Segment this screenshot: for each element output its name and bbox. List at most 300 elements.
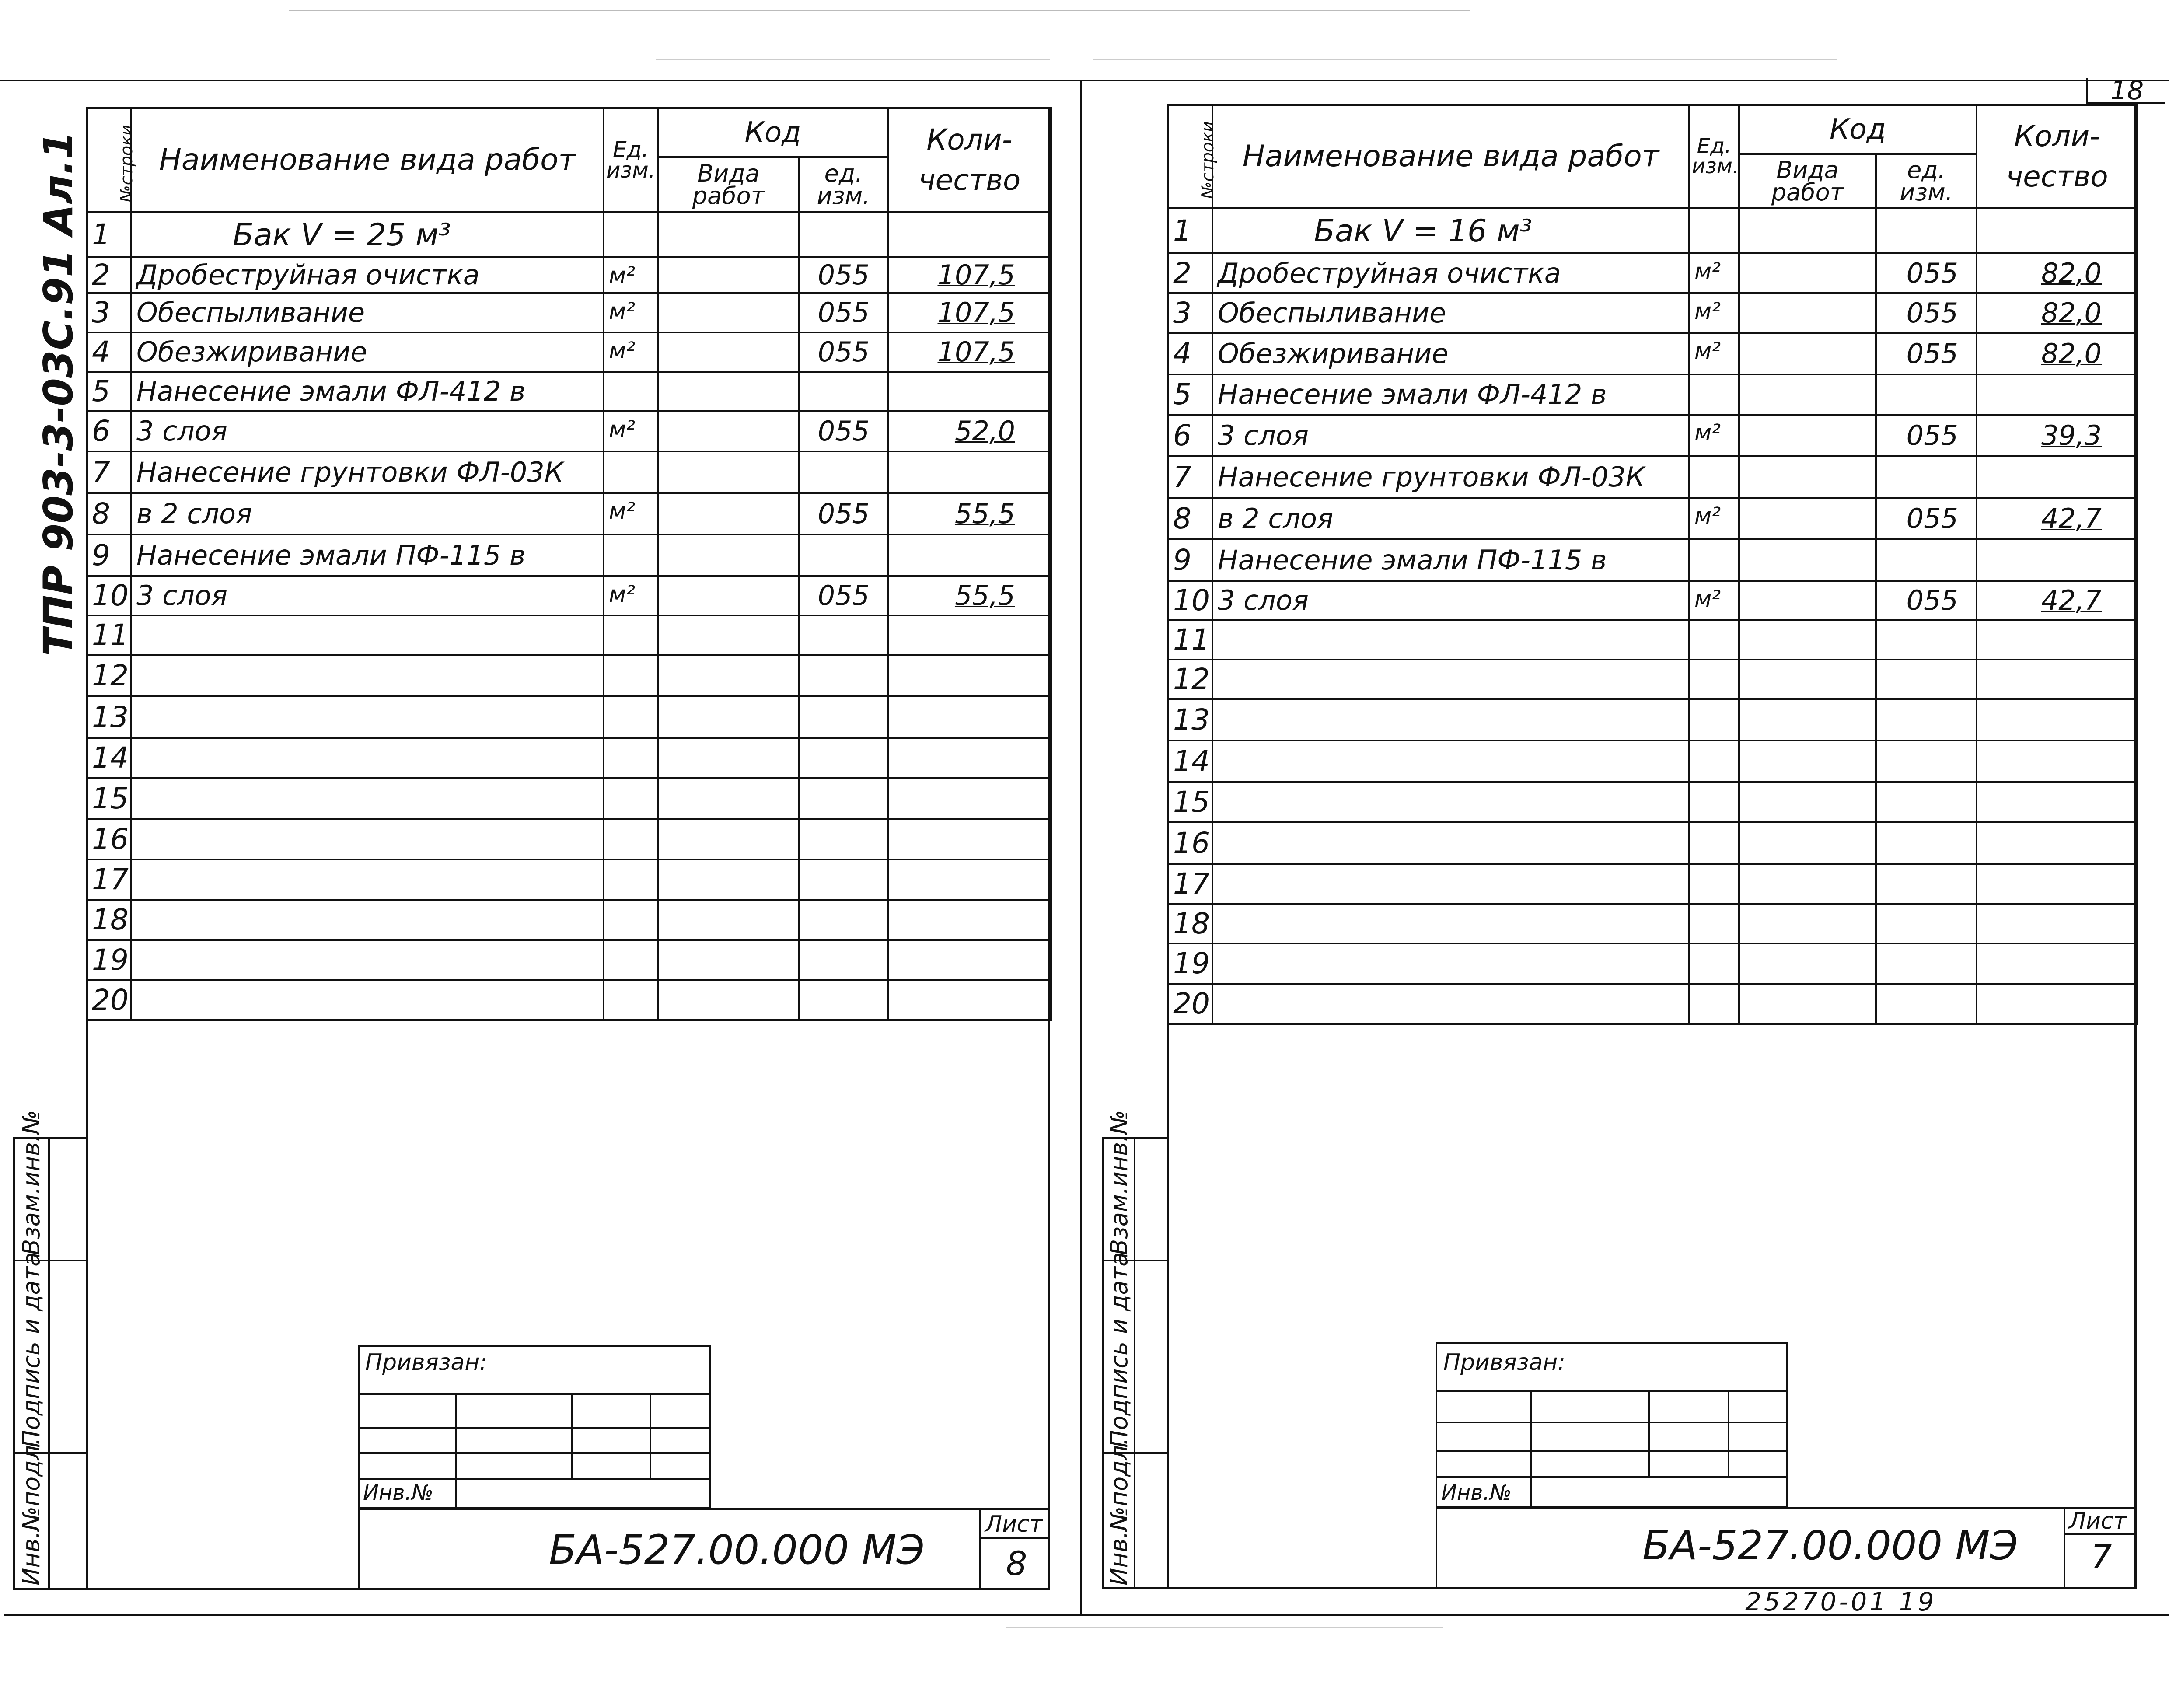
code-work-cell [1739, 415, 1876, 456]
left-title-divider [979, 1508, 981, 1590]
work-name-cell [1212, 620, 1689, 660]
unit-cell: м² [1689, 498, 1739, 539]
code-work-cell [1739, 740, 1876, 782]
code-work-cell [1739, 620, 1876, 660]
code-work-cell [1739, 333, 1876, 374]
code-unit-cell [1876, 822, 1977, 864]
header-row-no: №строки [1168, 105, 1212, 208]
right-stamp-line [1436, 1422, 1788, 1423]
right-stamp-line [1728, 1390, 1729, 1476]
table-row [87, 212, 1051, 257]
header-code: Код [1739, 105, 1977, 154]
quantity-cell [888, 738, 1051, 778]
work-name-cell [1212, 699, 1689, 740]
code-unit-cell [1876, 620, 1977, 660]
left-designation: БА-527.00.000 МЭ [549, 1526, 925, 1573]
unit-cell [604, 940, 658, 980]
left-works-table [86, 107, 1052, 1021]
work-name-cell: Бак V = 25 м³ [131, 212, 604, 257]
header-unit: Ед. изм. [1689, 105, 1739, 208]
work-name-cell: Дробеструйная очистка [1212, 253, 1689, 293]
unit-cell [1689, 620, 1739, 660]
left-sheet-number: 8 [1006, 1544, 1027, 1583]
row-number-cell: 2 [87, 257, 131, 293]
header-row-no: №строки [87, 108, 131, 212]
right-stamp-line [1648, 1390, 1650, 1476]
unit-cell: м² [604, 257, 658, 293]
quantity-cell [888, 940, 1051, 980]
unit-cell: м² [604, 493, 658, 534]
quantity-cell [1977, 374, 2138, 415]
quantity-cell [888, 696, 1051, 738]
row-number-cell: 1 [87, 212, 131, 257]
unit-cell [1689, 699, 1739, 740]
table-row [87, 293, 1051, 332]
bottom-archive-code: 25270-01 19 [1745, 1587, 1937, 1617]
left-stamp-line [571, 1393, 573, 1478]
left-stamp-line [358, 1393, 711, 1395]
table-row [1168, 208, 2138, 253]
table-row [87, 819, 1051, 859]
quantity-cell [1977, 208, 2138, 253]
header-qty: Коли- чество [888, 108, 1051, 212]
work-name-cell [131, 696, 604, 738]
table-row [1168, 539, 2138, 581]
left-sheet-label: Лист [985, 1511, 1043, 1537]
code-work-cell [658, 332, 799, 372]
table-row [1168, 498, 2138, 539]
work-name-cell [131, 900, 604, 940]
code-unit-cell: 055 [1876, 253, 1977, 293]
code-work-cell [658, 534, 799, 576]
code-work-cell [658, 819, 799, 859]
right-designation: БА-527.00.000 МЭ [1642, 1522, 2018, 1569]
code-unit-cell [1876, 943, 1977, 984]
table-row [1168, 660, 2138, 699]
work-name-cell: Нанесение эмали ПФ-115 в [1212, 539, 1689, 581]
right-stamp-line [1436, 1450, 1788, 1452]
unit-cell [1689, 822, 1739, 864]
work-name-cell: Обеспыливание [1212, 293, 1689, 333]
work-name-cell [1212, 904, 1689, 943]
row-number-cell: 14 [87, 738, 131, 778]
quantity-cell [1977, 539, 2138, 581]
quantity-cell: 82,0 [1977, 293, 2138, 333]
unit-cell [604, 212, 658, 257]
header-code: Код [658, 108, 888, 157]
row-number-cell: 2 [1168, 253, 1212, 293]
right-stamp-line [1436, 1476, 1788, 1478]
code-work-cell [658, 372, 799, 411]
quantity-cell [888, 372, 1051, 411]
code-unit-cell [799, 615, 888, 655]
unit-cell: м² [604, 576, 658, 615]
quantity-cell [1977, 699, 2138, 740]
left-stamp-line [358, 1427, 711, 1429]
left-inv-no-label: Инв.№ [363, 1481, 433, 1505]
table-row [1168, 253, 2138, 293]
table-row [87, 655, 1051, 696]
unit-cell [604, 778, 658, 819]
quantity-cell [1977, 822, 2138, 864]
left-side-stamp-divider [48, 1137, 50, 1590]
right-sheet-label: Лист [2069, 1508, 2127, 1534]
unit-cell [1689, 782, 1739, 822]
work-name-cell: Нанесение грунтовки ФЛ-03К [131, 451, 604, 493]
unit-cell: м² [604, 411, 658, 451]
quantity-cell: 107,5 [888, 257, 1051, 293]
row-number-cell: 11 [1168, 620, 1212, 660]
work-name-cell [1212, 864, 1689, 904]
code-work-cell [1739, 864, 1876, 904]
code-unit-cell [799, 900, 888, 940]
work-name-cell: 3 слоя [131, 576, 604, 615]
code-unit-cell [799, 778, 888, 819]
row-number-cell: 13 [87, 696, 131, 738]
quantity-cell: 55,5 [888, 576, 1051, 615]
quantity-cell [1977, 904, 2138, 943]
row-number-cell: 1 [1168, 208, 1212, 253]
row-number-cell: 6 [1168, 415, 1212, 456]
right-privyazan-label: Привязан: [1443, 1349, 1565, 1376]
table-row [87, 451, 1051, 493]
code-work-cell [658, 576, 799, 615]
quantity-cell [888, 534, 1051, 576]
code-work-cell [658, 738, 799, 778]
quantity-cell: 82,0 [1977, 253, 2138, 293]
center-divider [1080, 80, 1082, 1614]
document-reference-vertical: ТПР 903-3-03С.91 Ал.1 [35, 131, 82, 656]
unit-cell: м² [1689, 253, 1739, 293]
quantity-cell [888, 778, 1051, 819]
quantity-cell [1977, 864, 2138, 904]
code-unit-cell: 055 [1876, 498, 1977, 539]
table-row [1168, 293, 2138, 333]
row-number-cell: 10 [1168, 581, 1212, 620]
code-work-cell [658, 212, 799, 257]
code-work-cell [1739, 581, 1876, 620]
row-number-cell: 15 [1168, 782, 1212, 822]
right-stamp-sign-date: Подпись и дата [1105, 1252, 1133, 1448]
table-row [87, 534, 1051, 576]
quantity-cell: 107,5 [888, 332, 1051, 372]
quantity-cell [1977, 740, 2138, 782]
code-unit-cell: 055 [1876, 333, 1977, 374]
code-unit-cell: 055 [1876, 415, 1977, 456]
quantity-cell [888, 900, 1051, 940]
unit-cell [604, 819, 658, 859]
code-unit-cell [1876, 699, 1977, 740]
code-work-cell [1739, 822, 1876, 864]
row-number-cell: 9 [87, 534, 131, 576]
quantity-cell [888, 451, 1051, 493]
header-code-work: Вида работ [1739, 154, 1876, 208]
code-unit-cell [1876, 374, 1977, 415]
code-work-cell [1739, 943, 1876, 984]
row-number-cell: 15 [87, 778, 131, 819]
code-unit-cell [1876, 539, 1977, 581]
row-number-cell: 4 [87, 332, 131, 372]
table-row [87, 615, 1051, 655]
header-unit: Ед. изм. [604, 108, 658, 212]
work-name-cell [131, 778, 604, 819]
code-work-cell [1739, 208, 1876, 253]
unit-cell [604, 738, 658, 778]
code-unit-cell: 055 [799, 257, 888, 293]
quantity-cell [1977, 456, 2138, 498]
work-name-cell: Обеспыливание [131, 293, 604, 332]
row-number-cell: 6 [87, 411, 131, 451]
right-title-divider [2064, 1507, 2065, 1589]
code-work-cell [1739, 782, 1876, 822]
code-work-cell [1739, 984, 1876, 1024]
header-code-unit: ед. изм. [799, 157, 888, 212]
scan-artifact-line [1093, 59, 1837, 60]
code-work-cell [1739, 699, 1876, 740]
row-number-cell: 3 [87, 293, 131, 332]
row-number-cell: 19 [87, 940, 131, 980]
unit-cell: м² [1689, 293, 1739, 333]
work-name-cell [1212, 740, 1689, 782]
code-work-cell [658, 940, 799, 980]
quantity-cell: 42,7 [1977, 581, 2138, 620]
code-unit-cell [1876, 904, 1977, 943]
code-work-cell [658, 778, 799, 819]
scan-artifact-line [289, 10, 1470, 11]
quantity-cell: 82,0 [1977, 333, 2138, 374]
row-number-cell: 18 [1168, 904, 1212, 943]
quantity-cell [1977, 660, 2138, 699]
right-stamp-line [1436, 1390, 1788, 1392]
unit-cell [1689, 740, 1739, 782]
table-row [87, 738, 1051, 778]
right-stamp-replace-inv: Взам.инв.№ [1105, 1110, 1133, 1255]
quantity-cell [1977, 984, 2138, 1024]
quantity-cell: 39,3 [1977, 415, 2138, 456]
row-number-cell: 20 [87, 980, 131, 1020]
work-name-cell [1212, 984, 1689, 1024]
row-number-cell: 8 [87, 493, 131, 534]
table-row [87, 332, 1051, 372]
code-work-cell [658, 900, 799, 940]
work-name-cell: Дробеструйная очистка [131, 257, 604, 293]
unit-cell [604, 534, 658, 576]
code-unit-cell: 055 [799, 493, 888, 534]
code-work-cell [658, 980, 799, 1020]
left-stamp-sign-date: Подпись и дата [17, 1252, 45, 1448]
quantity-cell [1977, 782, 2138, 822]
table-row [1168, 699, 2138, 740]
work-name-cell [131, 819, 604, 859]
left-privyazan-label: Привязан: [365, 1349, 487, 1376]
code-unit-cell: 055 [799, 332, 888, 372]
code-unit-cell [799, 655, 888, 696]
row-number-cell: 16 [1168, 822, 1212, 864]
unit-cell [604, 859, 658, 900]
quantity-cell: 55,5 [888, 493, 1051, 534]
unit-cell [604, 696, 658, 738]
work-name-cell: Нанесение эмали ФЛ-412 в [1212, 374, 1689, 415]
left-stamp-line [358, 1478, 711, 1480]
table-row [87, 372, 1051, 411]
quantity-cell [888, 212, 1051, 257]
right-stamp-line [1530, 1390, 1532, 1508]
code-unit-cell [1876, 740, 1977, 782]
unit-cell [1689, 456, 1739, 498]
unit-cell [1689, 374, 1739, 415]
table-row [87, 696, 1051, 738]
work-name-cell: в 2 слоя [1212, 498, 1689, 539]
left-stamp-line [455, 1393, 457, 1509]
right-sheet-number: 7 [2091, 1537, 2112, 1576]
table-row [1168, 864, 2138, 904]
code-work-cell [658, 293, 799, 332]
row-number-cell: 12 [1168, 660, 1212, 699]
left-stamp-line [650, 1393, 651, 1478]
work-name-cell [1212, 943, 1689, 984]
header-code-unit: ед. изм. [1876, 154, 1977, 208]
row-number-cell: 20 [1168, 984, 1212, 1024]
code-unit-cell: 055 [799, 411, 888, 451]
work-name-cell: Нанесение эмали ПФ-115 в [131, 534, 604, 576]
page-number: 18 [2110, 75, 2144, 106]
top-frame-line [0, 80, 2169, 81]
header-name: Наименование вида работ [131, 108, 604, 212]
unit-cell [1689, 539, 1739, 581]
row-number-cell: 7 [1168, 456, 1212, 498]
row-number-cell: 17 [1168, 864, 1212, 904]
header-name: Наименование вида работ [1212, 105, 1689, 208]
row-number-cell: 17 [87, 859, 131, 900]
code-unit-cell [799, 859, 888, 900]
work-name-cell: Обезжиривание [131, 332, 604, 372]
code-work-cell [658, 493, 799, 534]
right-inv-no-label: Инв.№ [1441, 1481, 1512, 1505]
work-name-cell: Бак V = 16 м³ [1212, 208, 1689, 253]
work-name-cell: в 2 слоя [131, 493, 604, 534]
unit-cell [1689, 984, 1739, 1024]
work-name-cell: Нанесение эмали ФЛ-412 в [131, 372, 604, 411]
scan-artifact-line [656, 59, 1050, 60]
table-row [87, 859, 1051, 900]
code-unit-cell [1876, 864, 1977, 904]
row-number-cell: 5 [87, 372, 131, 411]
work-name-cell [131, 655, 604, 696]
code-unit-cell: 055 [799, 576, 888, 615]
table-row [1168, 620, 2138, 660]
table-row [1168, 415, 2138, 456]
left-stamp-inv-orig: Инв.№подл. [17, 1437, 45, 1586]
quantity-cell: 107,5 [888, 293, 1051, 332]
work-name-cell [131, 940, 604, 980]
code-unit-cell: 055 [1876, 293, 1977, 333]
code-work-cell [1739, 293, 1876, 333]
right-side-stamp-divider [1134, 1137, 1135, 1589]
work-name-cell [1212, 660, 1689, 699]
code-work-cell [1739, 253, 1876, 293]
quantity-cell: 42,7 [1977, 498, 2138, 539]
unit-cell [604, 980, 658, 1020]
code-work-cell [1739, 498, 1876, 539]
table-row [87, 257, 1051, 293]
right-works-table [1167, 104, 2138, 1025]
code-unit-cell [1876, 456, 1977, 498]
row-number-cell: 11 [87, 615, 131, 655]
code-unit-cell [1876, 208, 1977, 253]
work-name-cell [1212, 822, 1689, 864]
code-unit-cell [1876, 660, 1977, 699]
code-unit-cell [799, 980, 888, 1020]
table-row [87, 493, 1051, 534]
unit-cell [604, 900, 658, 940]
work-name-cell [131, 980, 604, 1020]
table-row [1168, 984, 2138, 1024]
row-number-cell: 10 [87, 576, 131, 615]
code-work-cell [1739, 660, 1876, 699]
code-work-cell [1739, 456, 1876, 498]
work-name-cell: 3 слоя [131, 411, 604, 451]
table-row [87, 778, 1051, 819]
table-row [1168, 904, 2138, 943]
table-row [87, 411, 1051, 451]
row-number-cell: 14 [1168, 740, 1212, 782]
code-work-cell [658, 655, 799, 696]
quantity-cell [1977, 620, 2138, 660]
code-work-cell [658, 615, 799, 655]
code-unit-cell [799, 451, 888, 493]
header-qty: Коли- чество [1977, 105, 2138, 208]
row-number-cell: 12 [87, 655, 131, 696]
quantity-cell [888, 859, 1051, 900]
work-name-cell: 3 слоя [1212, 415, 1689, 456]
code-work-cell [1739, 374, 1876, 415]
unit-cell [1689, 660, 1739, 699]
code-work-cell [658, 696, 799, 738]
quantity-cell [888, 655, 1051, 696]
unit-cell: м² [1689, 581, 1739, 620]
unit-cell [1689, 864, 1739, 904]
code-unit-cell [799, 212, 888, 257]
quantity-cell [888, 615, 1051, 655]
code-unit-cell: 055 [1876, 581, 1977, 620]
table-row [1168, 456, 2138, 498]
row-number-cell: 8 [1168, 498, 1212, 539]
unit-cell [1689, 943, 1739, 984]
table-row [1168, 581, 2138, 620]
table-row [1168, 333, 2138, 374]
code-unit-cell [799, 940, 888, 980]
left-stamp-line [358, 1452, 711, 1454]
row-number-cell: 9 [1168, 539, 1212, 581]
unit-cell: м² [604, 293, 658, 332]
header-code-work: Вида работ [658, 157, 799, 212]
code-unit-cell: 055 [799, 293, 888, 332]
unit-cell [1689, 904, 1739, 943]
table-row [1168, 782, 2138, 822]
unit-cell [604, 615, 658, 655]
left-stamp-replace-inv: Взам.инв.№ [17, 1110, 45, 1255]
quantity-cell [1977, 943, 2138, 984]
work-name-cell [1212, 782, 1689, 822]
code-unit-cell [1876, 782, 1977, 822]
quantity-cell [888, 980, 1051, 1020]
work-name-cell: Нанесение грунтовки ФЛ-03К [1212, 456, 1689, 498]
scan-artifact-line [1006, 1627, 1443, 1628]
row-number-cell: 18 [87, 900, 131, 940]
table-row [1168, 740, 2138, 782]
quantity-cell [888, 819, 1051, 859]
table-row [87, 576, 1051, 615]
